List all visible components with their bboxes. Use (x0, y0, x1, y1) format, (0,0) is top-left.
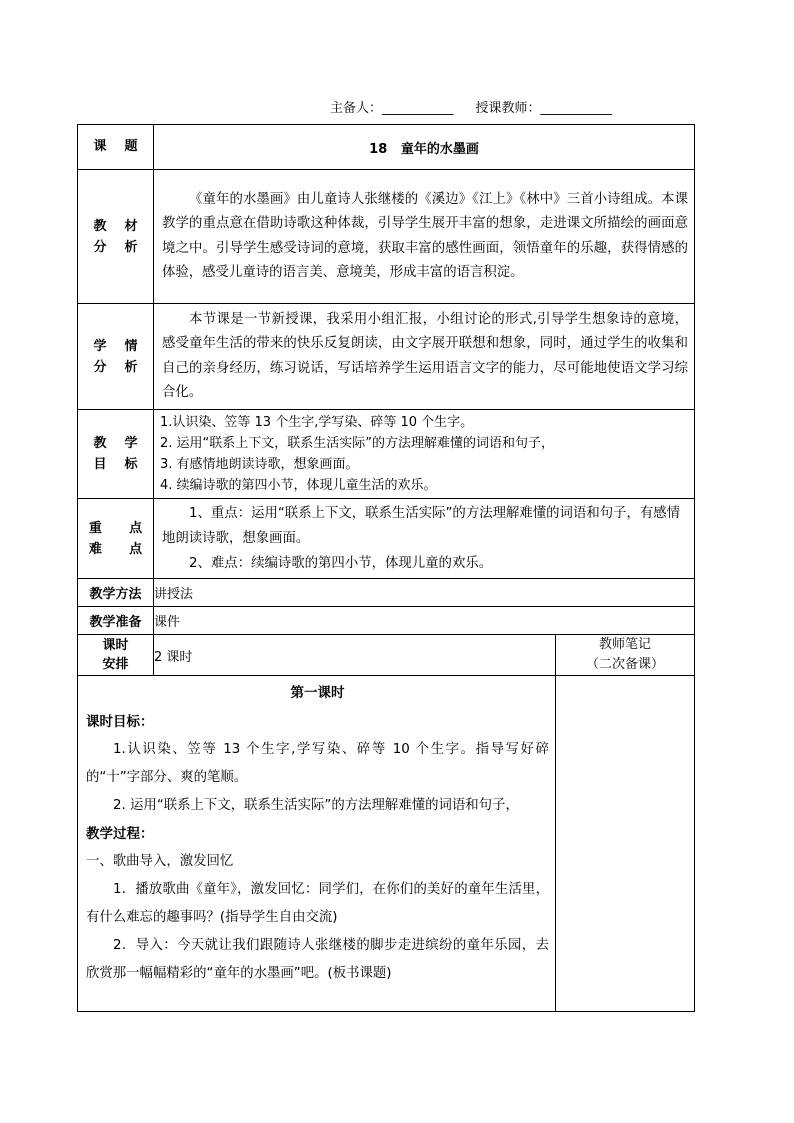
goal-item: 2. 运用“联系上下文，联系生活实际”的方法理解难懂的词语和句子， (160, 436, 555, 451)
preparation-value: 课件 (154, 607, 695, 635)
schedule-row (78, 635, 695, 676)
lesson-row (78, 676, 695, 1012)
topic-label: 课 题 (78, 125, 154, 170)
student-analysis-label: 学 情 分 析 (78, 304, 154, 410)
lesson-step-2: 2．导入：今天就让我们跟随诗人张继楼的脚步走进缤纷的童年乐园，去欣赏那一幅幅精彩的“童年的水墨画”吧。(板书课题) (86, 938, 549, 981)
lesson-goal-1: 1.认识染、笠等 13 个生字,学写染、碎等 10 个生字。指导写好碎的“十”字部分、爽的笔顺。 (86, 742, 549, 785)
lesson-heading: 第一课时 (290, 685, 345, 701)
key-point-text: 1、重点：运用“联系上下文，联系生活实际”的方法理解难懂的词语和句子，有感情地朗读诗歌，想象画面。 (162, 506, 681, 546)
preparer-header (330, 97, 612, 116)
lesson-step-1: 1．播放歌曲《童年》，激发回忆：同学们，在你们的美好的童年生活里，有什么难忘的趣事吗？(指导学生自由交流) (86, 882, 549, 925)
material-analysis-row (78, 170, 695, 304)
schedule-label: 课时 安排 (78, 635, 154, 676)
material-analysis-text: 《童年的水墨画》由儿童诗人张继楼的《溪边》《江上》《林中》三首小诗组成。本课教学的重点意在借助诗歌这种体裁，引导学生展开丰富的想象，走进课文所描绘的画面意境之中。引导学生感受诗词的意境，获取丰富的感性画面，领悟童年的乐趣，获得情感的体验，感受儿童诗的语言美、意境美，形成丰富的语言积淀。 (162, 191, 689, 280)
lesson-plan-table (77, 124, 695, 1012)
schedule-value: 2 课时 (154, 635, 556, 676)
lesson-section-1: 一、歌曲导入，激发回忆 (86, 854, 234, 869)
key-difficult-content (154, 499, 694, 578)
teacher-notes-header: 教师笔记 （二次备课） (556, 635, 695, 676)
goal-item: 1.认识染、笠等 13 个生字,学写染、碎等 10 个生字。 (160, 415, 474, 430)
lesson-goal-label: 课时目标： (86, 714, 154, 730)
topic-row (78, 125, 695, 170)
goal-item: 3. 有感情地朗读诗歌，想象画面。 (160, 457, 359, 472)
method-value: 讲授法 (154, 579, 695, 607)
difficult-point-text: 2、难点：续编诗歌的第四小节，体现儿童的欢乐。 (189, 556, 493, 571)
lesson-goal-2: 2. 运用“联系上下文，联系生活实际”的方法理解难懂的词语和句子， (113, 798, 519, 813)
key-difficult-row (78, 499, 695, 579)
key-difficult-label: 重 点 难 点 (78, 499, 154, 579)
method-label: 教学方法 (78, 579, 154, 607)
preparation-label: 教学准备 (78, 607, 154, 635)
lesson-process-label: 教学过程： (86, 826, 154, 842)
teacher-notes-cell[interactable] (556, 676, 695, 1012)
topic-title: 18 童年的水墨画 (154, 125, 695, 170)
teaching-goals-list (154, 410, 694, 498)
teaching-goals-row (78, 410, 695, 499)
teacher-field[interactable]: 授课教师：___________ (475, 101, 613, 116)
student-analysis-cell (154, 304, 695, 410)
goal-item: 4. 续编诗歌的第四小节，体现儿童生活的欢乐。 (160, 478, 437, 493)
key-difficult-cell (154, 499, 695, 579)
lesson-content (78, 676, 556, 1012)
teaching-goals-label: 教 学 目 标 (78, 410, 154, 499)
teaching-goals-cell (154, 410, 695, 499)
method-row (78, 579, 695, 607)
material-analysis-cell (154, 170, 695, 304)
material-analysis-label: 教 材 分 析 (78, 170, 154, 304)
student-analysis-text: 本节课是一节新授课，我采用小组汇报，小组讨论的形式,引导学生想象诗的意境，感受童年生活的带来的快乐反复朗读，由文字展开联想和想象，同时，通过学生的收集和自己的亲身经历，练习说话，写话培养学生运用语言文字的能力，尽可能地使语文学习综合化。 (162, 311, 689, 400)
preparation-row (78, 607, 695, 635)
student-analysis-row (78, 304, 695, 410)
preparer-field[interactable]: 主备人：___________ (330, 101, 454, 116)
